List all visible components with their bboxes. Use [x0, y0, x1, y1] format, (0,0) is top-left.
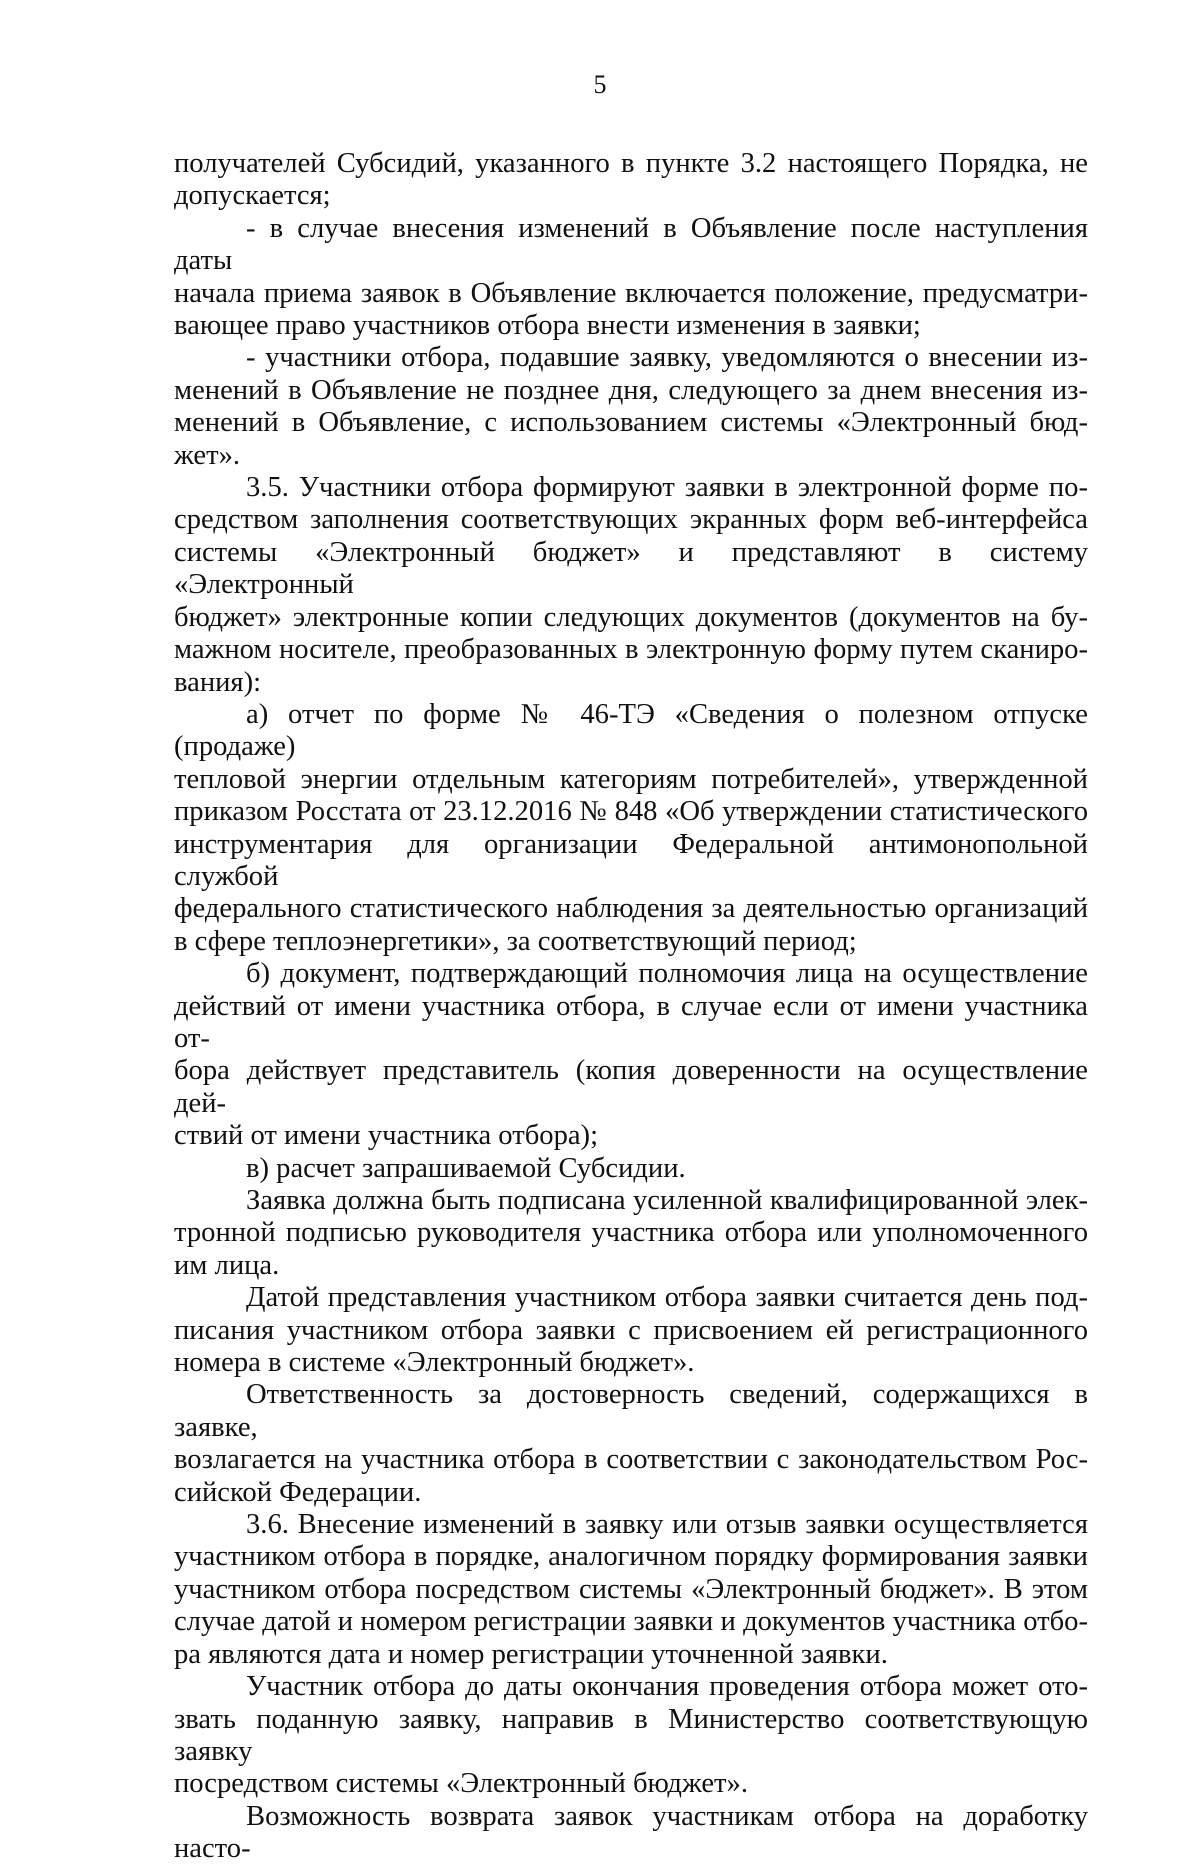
text-line: звать поданную заявку, направив в Министерство соответствующую заявку	[174, 1703, 1088, 1767]
text-line: приказом Росстата от 23.12.2016 № 848 «Об утверждении статистического	[174, 796, 1088, 828]
text-line: Заявка должна быть подписана усиленной квалифицированной элек-	[246, 1185, 1088, 1216]
text-line: жет».	[174, 439, 241, 471]
page-number: 5	[593, 70, 607, 99]
text-line: участником отбора в порядке, аналогичном порядку формирования заявки	[174, 1541, 1088, 1573]
text-line: Возможность возврата заявок участникам отбора на доработку насто-	[174, 1800, 1088, 1865]
text-line: Датой представления участником отбора заявки считается день под-	[246, 1282, 1088, 1314]
text-line: возлагается на участника отбора в соответствии с законодательством Рос-	[174, 1444, 1088, 1476]
text-line: федерального статистического наблюдения за деятельностью организаций	[174, 893, 1088, 925]
text-line: посредством системы «Электронный бюджет».	[174, 1768, 748, 1800]
text-line: номера в системе «Электронный бюджет».	[174, 1347, 695, 1379]
text-line: ра являются дата и номер регистрации уточненной заявки.	[174, 1638, 888, 1670]
text-line: вающее право участников отбора внести изменения в заявки;	[174, 310, 921, 342]
text-line: инструментария для организации Федеральной антимонопольной службой	[174, 828, 1088, 892]
document-body	[174, 148, 1088, 1866]
text-line: вания):	[174, 666, 262, 698]
text-line: в сфере теплоэнергетики», за соответствующий период;	[174, 925, 857, 957]
text-line: 3.5. Участники отбора формируют заявки в электронной форме по-	[246, 472, 1088, 504]
text-line: ствий от имени участника отбора);	[174, 1120, 599, 1152]
text-line: начала приема заявок в Объявление включается положение, предусматри-	[174, 277, 1088, 309]
text-line: мажном носителе, преобразованных в электронную форму путем сканиро-	[174, 634, 1088, 666]
text-line: - участники отбора, подавшие заявку, уведомляются о внесении из-	[246, 342, 1088, 374]
text-line: - в случае внесения изменений в Объявление после наступления даты	[174, 212, 1088, 277]
text-line: получателей Субсидий, указанного в пункте 3.2 настоящего Порядка, не	[174, 148, 1088, 179]
text-line: случае датой и номером регистрации заявки и документов участника отбо-	[174, 1606, 1088, 1638]
text-line: сийской Федерации.	[174, 1476, 422, 1508]
text-line: действий от имени участника отбора, в случае если от имени участника от-	[174, 990, 1088, 1054]
text-line: участником отбора посредством системы «Электронный бюджет». В этом	[174, 1573, 1088, 1605]
text-line: Ответственность за достоверность сведений, содержащихся в заявке,	[174, 1379, 1088, 1443]
text-line: системы «Электронный бюджет» и представляют в систему «Электронный	[174, 536, 1088, 601]
text-line: Участник отбора до даты окончания проведения отбора может ото-	[246, 1671, 1088, 1703]
text-line: писания участником отбора заявки с присвоением ей регистрационного	[174, 1314, 1088, 1346]
text-line: тепловой энергии отдельным категориям потребителей», утвержденной	[174, 763, 1088, 795]
text-line: менений в Объявление не позднее дня, следующего за днем внесения из-	[174, 374, 1088, 406]
text-line: а) отчет по форме № 46-ТЭ «Сведения о полезном отпуске (продаже)	[174, 698, 1088, 763]
text-line: тронной подписью руководителя участника отбора или уполномоченного	[174, 1217, 1088, 1249]
text-line: бюджет» электронные копии следующих документов (документов на бу-	[174, 601, 1088, 633]
text-line: бора действует представитель (копия доверенности на осуществление дей-	[174, 1055, 1088, 1119]
text-line: менений в Объявление, с использованием системы «Электронный бюд-	[174, 407, 1088, 439]
text-line: допускается;	[174, 180, 331, 212]
text-line: в) расчет запрашиваемой Субсидии.	[246, 1152, 686, 1184]
text-line: им лица.	[174, 1249, 280, 1281]
text-line: б) документ, подтверждающий полномочия лица на осуществление	[246, 958, 1088, 990]
text-line: средством заполнения соответствующих экранных форм веб-интерфейса	[174, 504, 1088, 536]
text-line: 3.6. Внесение изменений в заявку или отзыв заявки осуществляется	[246, 1509, 1088, 1541]
